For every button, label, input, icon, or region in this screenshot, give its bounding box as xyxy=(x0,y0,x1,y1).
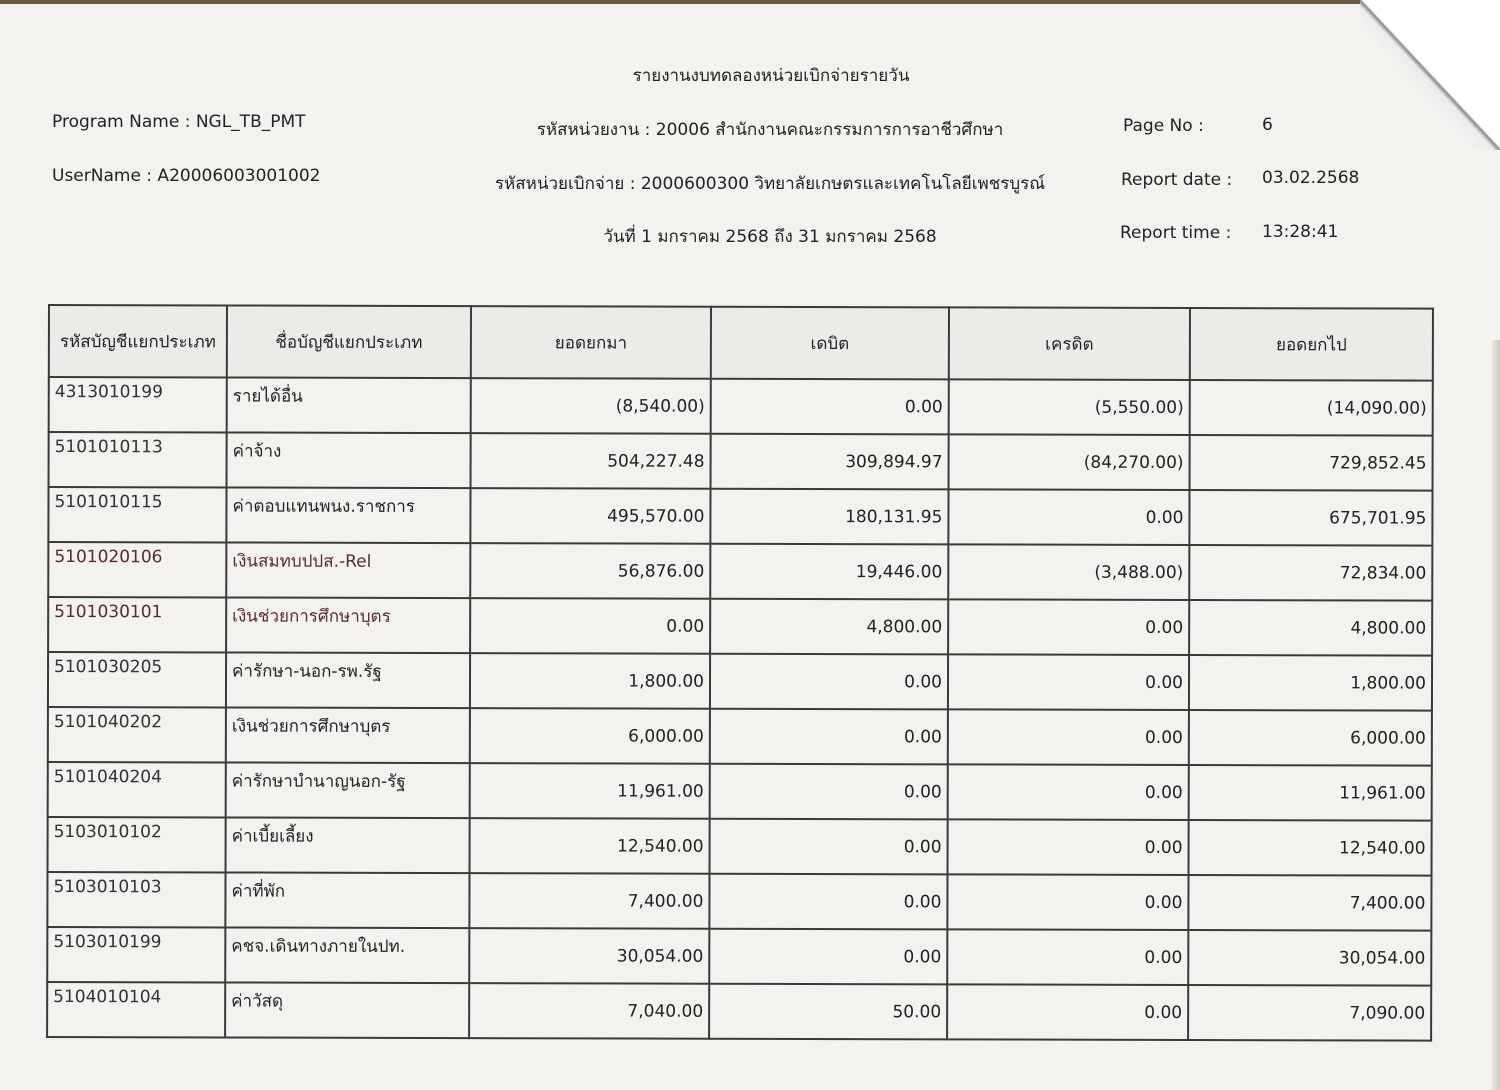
report-title: รายงานงบทดลองหน่วยเบิกจ่ายรายวัน xyxy=(632,66,910,86)
account-name: ค่าจ้าง xyxy=(227,432,471,488)
col-debit-header: เดบิต xyxy=(711,307,949,380)
table-row xyxy=(47,872,1431,931)
account-code: 4313010199 xyxy=(49,377,227,432)
account-name: เงินสมทบปปส.-Rel xyxy=(226,542,470,598)
credit: 0.00 xyxy=(947,874,1188,930)
paper-right-edge xyxy=(1492,340,1500,1090)
account-code: 5103010103 xyxy=(47,872,225,927)
table-row xyxy=(48,817,1432,876)
page-no-label: Page No : xyxy=(1123,116,1204,136)
brought-forward: 1,800.00 xyxy=(470,653,710,709)
header-row xyxy=(49,305,1433,381)
table-row xyxy=(47,982,1431,1041)
table-header xyxy=(49,305,1433,381)
table-row xyxy=(48,542,1432,601)
carried-forward: 7,090.00 xyxy=(1188,985,1431,1041)
credit: 0.00 xyxy=(948,599,1189,655)
account-code: 5101010113 xyxy=(49,432,227,487)
credit: 0.00 xyxy=(947,929,1188,985)
credit: 0.00 xyxy=(948,654,1189,710)
account-name: เงินช่วยการศึกษาบุตร xyxy=(226,707,470,763)
brought-forward: 7,040.00 xyxy=(469,983,709,1039)
carried-forward: 7,400.00 xyxy=(1188,875,1431,931)
carried-forward: 729,852.45 xyxy=(1190,435,1433,491)
table-row xyxy=(49,377,1433,436)
credit: 0.00 xyxy=(947,984,1188,1040)
brought-forward: 495,570.00 xyxy=(470,488,710,544)
user-name: UserName : A20006003001002 xyxy=(52,166,321,186)
brought-forward: 12,540.00 xyxy=(470,818,710,874)
table-row xyxy=(48,597,1432,656)
col-brought-forward-header: ยอดยกมา xyxy=(471,306,711,379)
account-name: รายได้อื่น xyxy=(227,377,471,433)
col-credit-header: เครดิต xyxy=(949,307,1190,380)
carried-forward: 6,000.00 xyxy=(1189,710,1432,766)
carried-forward: 11,961.00 xyxy=(1189,765,1432,821)
carried-forward: 675,701.95 xyxy=(1189,490,1432,546)
paper-corner-fold xyxy=(1360,0,1500,150)
debit: 0.00 xyxy=(710,709,948,765)
carried-forward: (14,090.00) xyxy=(1190,380,1433,436)
debit: 0.00 xyxy=(709,874,947,930)
brought-forward: 30,054.00 xyxy=(469,928,709,984)
col-account-code-header: รหัสบัญชีแยกประเภท xyxy=(49,305,227,377)
credit: (5,550.00) xyxy=(949,379,1190,435)
debit: 180,131.95 xyxy=(710,489,948,545)
table-row xyxy=(48,762,1432,821)
col-carried-forward-header: ยอดยกไป xyxy=(1190,308,1433,381)
report-date-label: Report date : xyxy=(1121,170,1233,190)
brought-forward: 0.00 xyxy=(470,598,710,654)
carried-forward: 4,800.00 xyxy=(1189,600,1432,656)
program-name: Program Name : NGL_TB_PMT xyxy=(52,112,306,132)
debit: 0.00 xyxy=(711,379,949,435)
brought-forward: (8,540.00) xyxy=(471,378,711,434)
brought-forward: 7,400.00 xyxy=(469,873,709,929)
debit: 4,800.00 xyxy=(710,599,948,655)
account-name: คชจ.เดินทางภายในปท. xyxy=(225,927,469,983)
account-code: 5103010102 xyxy=(48,817,226,872)
account-name: ค่ารักษา-นอก-รพ.รัฐ xyxy=(226,652,470,708)
account-code: 5101020106 xyxy=(48,542,226,597)
credit: 0.00 xyxy=(948,709,1189,765)
table-row xyxy=(48,652,1432,711)
credit: (3,488.00) xyxy=(948,544,1189,600)
carried-forward: 1,800.00 xyxy=(1189,655,1432,711)
brought-forward: 6,000.00 xyxy=(470,708,710,764)
account-code: 5101010115 xyxy=(48,487,226,542)
carried-forward: 72,834.00 xyxy=(1189,545,1432,601)
debit: 19,446.00 xyxy=(710,544,948,600)
paper-top-edge xyxy=(0,0,1500,4)
account-name: ค่ารักษาบำนาญนอก-รัฐ xyxy=(226,762,470,818)
account-name: ค่าที่พัก xyxy=(225,872,469,928)
debit: 50.00 xyxy=(709,984,947,1040)
brought-forward: 56,876.00 xyxy=(470,543,710,599)
account-name: เงินช่วยการศึกษาบุตร xyxy=(226,597,470,653)
account-code: 5101040204 xyxy=(48,762,226,817)
table-row xyxy=(48,707,1432,766)
agency-line: รหัสหน่วยงาน : 20006 สำนักงานคณะกรรมการการอาชีวศึกษา xyxy=(536,120,1004,140)
credit: 0.00 xyxy=(948,819,1189,875)
table-row xyxy=(47,927,1431,986)
debit: 0.00 xyxy=(710,819,948,875)
table-row xyxy=(48,487,1432,546)
account-code: 5101030101 xyxy=(48,597,226,652)
date-range: วันที่ 1 มกราคม 2568 ถึง 31 มกราคม 2568 xyxy=(603,227,937,247)
account-name: ค่าตอบแทนพนง.ราชการ xyxy=(226,487,470,543)
page-no-value: 6 xyxy=(1262,115,1273,135)
credit: 0.00 xyxy=(948,489,1189,545)
debit: 0.00 xyxy=(709,929,947,985)
report-time-value: 13:28:41 xyxy=(1262,222,1339,242)
brought-forward: 11,961.00 xyxy=(470,763,710,819)
credit: 0.00 xyxy=(948,764,1189,820)
account-code: 5104010104 xyxy=(47,982,225,1037)
carried-forward: 30,054.00 xyxy=(1188,930,1431,986)
credit: (84,270.00) xyxy=(949,434,1190,490)
debit: 309,894.97 xyxy=(711,434,949,490)
brought-forward: 504,227.48 xyxy=(471,433,711,489)
table-row xyxy=(49,432,1433,491)
account-name: ค่าวัสดุ xyxy=(225,982,469,1038)
account-code: 5101040202 xyxy=(48,707,226,762)
report-date-value: 03.02.2568 xyxy=(1262,168,1360,188)
table-body xyxy=(47,377,1433,1041)
report-time-label: Report time : xyxy=(1120,223,1232,243)
account-code: 5101030205 xyxy=(48,652,226,707)
account-name: ค่าเบี้ยเลี้ยง xyxy=(226,817,470,873)
account-code: 5103010199 xyxy=(47,927,225,982)
disbursement-unit-line: รหัสหน่วยเบิกจ่าย : 2000600300 วิทยาลัยเกษตรและเทคโนโลยีเพชรบูรณ์ xyxy=(494,174,1046,194)
col-account-name-header: ชื่อบัญชีแยกประเภท xyxy=(227,305,471,378)
trial-balance-table xyxy=(46,304,1434,1042)
debit: 0.00 xyxy=(710,764,948,820)
carried-forward: 12,540.00 xyxy=(1189,820,1432,876)
debit: 0.00 xyxy=(710,654,948,710)
